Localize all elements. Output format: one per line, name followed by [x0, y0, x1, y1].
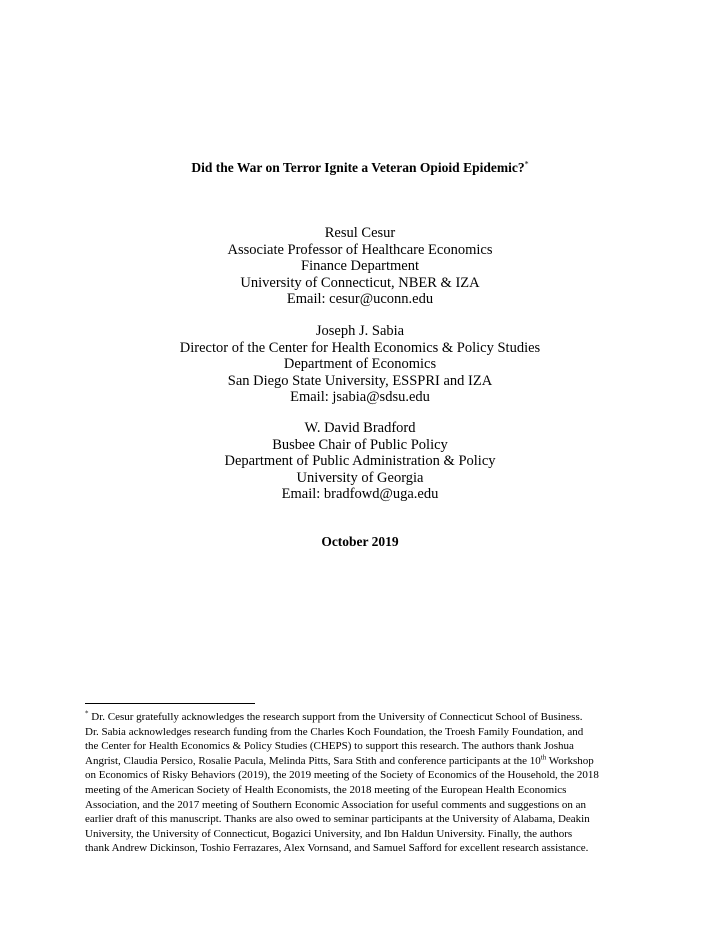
paper-date: October 2019	[321, 534, 399, 549]
footnote-line: Association, and the 2017 meeting of Southern Economic Association for useful comments and suggestions on an	[85, 798, 587, 811]
footnote-ordinal-superscript: th	[540, 753, 547, 762]
author-department: Department of Economics	[283, 356, 437, 372]
footnote-line: University, the University of Connecticut, Bogazici University, and Ibn Haldun University. Finally, the authors	[85, 827, 573, 840]
author-title: Busbee Chair of Public Policy	[272, 436, 448, 453]
footnote-line: Angrist, Claudia Persico, Rosalie Pacula, Melinda Pitts, Sara Stith and conference participants at the 10th Workshop	[85, 753, 594, 767]
author-email: Email: cesur@uconn.edu	[286, 291, 434, 307]
footnote-line: thank Andrew Dickinson, Toshio Ferrazares, Alex Vornsand, and Samuel Safford for excellent research assistance.	[85, 842, 589, 855]
author-name: W. David Bradford	[304, 420, 416, 436]
paper-title-text: Did the War on Terror Ignite a Veteran Opioid Epidemic?	[191, 160, 525, 175]
author-name: Joseph J. Sabia	[315, 323, 405, 339]
author-email: Email: jsabia@sdsu.edu	[290, 389, 430, 405]
author-email: Email: bradfowd@uga.edu	[281, 486, 439, 502]
footnote-marker: *	[85, 709, 89, 718]
author-block-bradford	[0, 420, 720, 503]
footnote-line: on Economics of Risky Behaviors (2019), the 2019 meeting of the Society of Economics of the Household, the 2018	[85, 769, 599, 782]
author-block-cesur	[0, 225, 720, 308]
author-affiliation: University of Georgia	[296, 469, 424, 486]
paper-title	[0, 160, 720, 176]
author-affiliation: San Diego State University, ESSPRI and IZA	[227, 372, 493, 389]
author-affiliation: University of Connecticut, NBER & IZA	[240, 274, 480, 291]
footnote-line: the Center for Health Economics & Policy Studies (CHEPS) to support this research. The authors thank Joshua	[85, 740, 574, 753]
footnote-divider	[85, 703, 255, 704]
author-name: Resul Cesur	[324, 225, 396, 241]
footnote	[85, 710, 645, 856]
author-block-sabia	[0, 323, 720, 406]
footnote-line: * Dr. Cesur gratefully acknowledges the research support from the University of Connecticut School of Business.	[85, 709, 583, 723]
author-department: Finance Department	[301, 258, 419, 274]
author-title: Associate Professor of Healthcare Economics	[227, 241, 493, 258]
author-title: Director of the Center for Health Economics & Policy Studies	[179, 339, 541, 356]
footnote-line: earlier draft of this manuscript. Thanks are also owed to seminar participants at the University of Alabama, Deakin	[85, 813, 590, 826]
title-footnote-marker: *	[524, 159, 529, 169]
footnote-line: meeting of the American Society of Health Economists, the 2018 meeting of the European Health Economics	[85, 783, 567, 796]
author-department: Department of Public Administration & Policy	[224, 453, 496, 469]
footnote-line: Dr. Sabia acknowledges research funding from the Charles Koch Foundation, the Troesh Family Foundation, and	[85, 725, 584, 738]
